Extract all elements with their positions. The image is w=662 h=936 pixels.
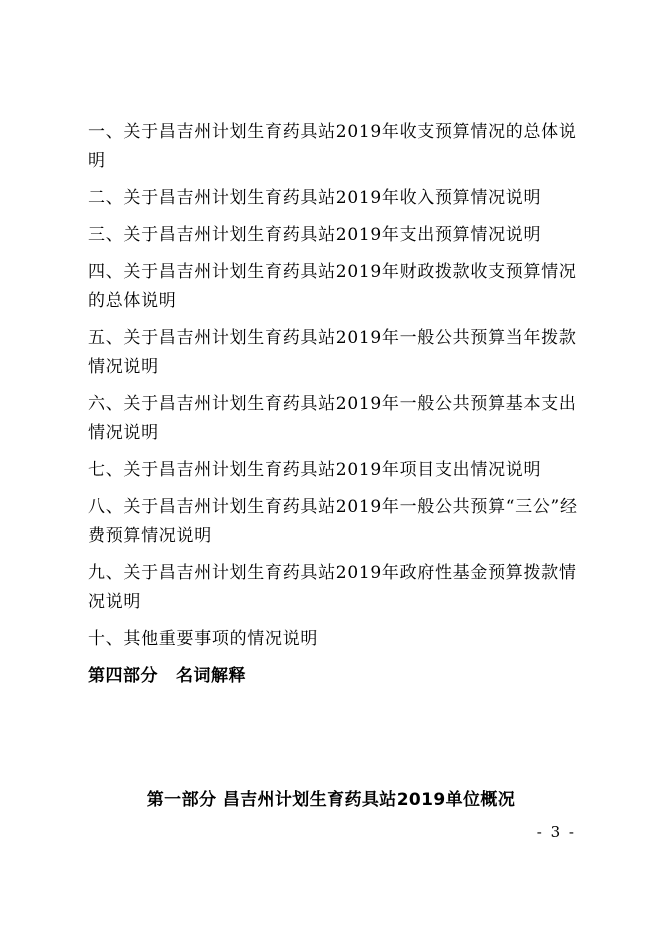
part-four-heading	[88, 662, 588, 691]
part-four-title: 名词解释	[176, 666, 246, 686]
toc-item-1: 一、关于昌吉州计划生育药具站2019年收支预算情况的总体说明	[88, 122, 577, 171]
page-number: - 3 -	[536, 823, 576, 841]
toc-item-4: 四、关于昌吉州计划生育药具站2019年财政拨款收支预算情况的总体说明	[88, 262, 577, 311]
toc-item-5: 五、关于昌吉州计划生育药具站2019年一般公共预算当年拨款情况说明	[88, 328, 577, 377]
toc-item-6: 六、关于昌吉州计划生育药具站2019年一般公共预算基本支出情况说明	[88, 394, 577, 443]
toc-item-10: 十、其他重要事项的情况说明	[88, 629, 319, 649]
section-title: 第一部分 昌吉州计划生育药具站2019单位概况	[146, 790, 516, 810]
table-of-contents	[88, 118, 588, 691]
toc-item-2: 二、关于昌吉州计划生育药具站2019年收入预算情况说明	[88, 188, 542, 208]
toc-item-7: 七、关于昌吉州计划生育药具站2019年项目支出情况说明	[88, 460, 542, 480]
toc-item-9: 九、关于昌吉州计划生育药具站2019年政府性基金预算拨款情况说明	[88, 563, 577, 612]
toc-item-8: 八、关于昌吉州计划生育药具站2019年一般公共预算“三公”经费预算情况说明	[88, 497, 578, 546]
part-four-label: 第四部分	[88, 666, 158, 686]
toc-item-3: 三、关于昌吉州计划生育药具站2019年支出预算情况说明	[88, 225, 542, 245]
